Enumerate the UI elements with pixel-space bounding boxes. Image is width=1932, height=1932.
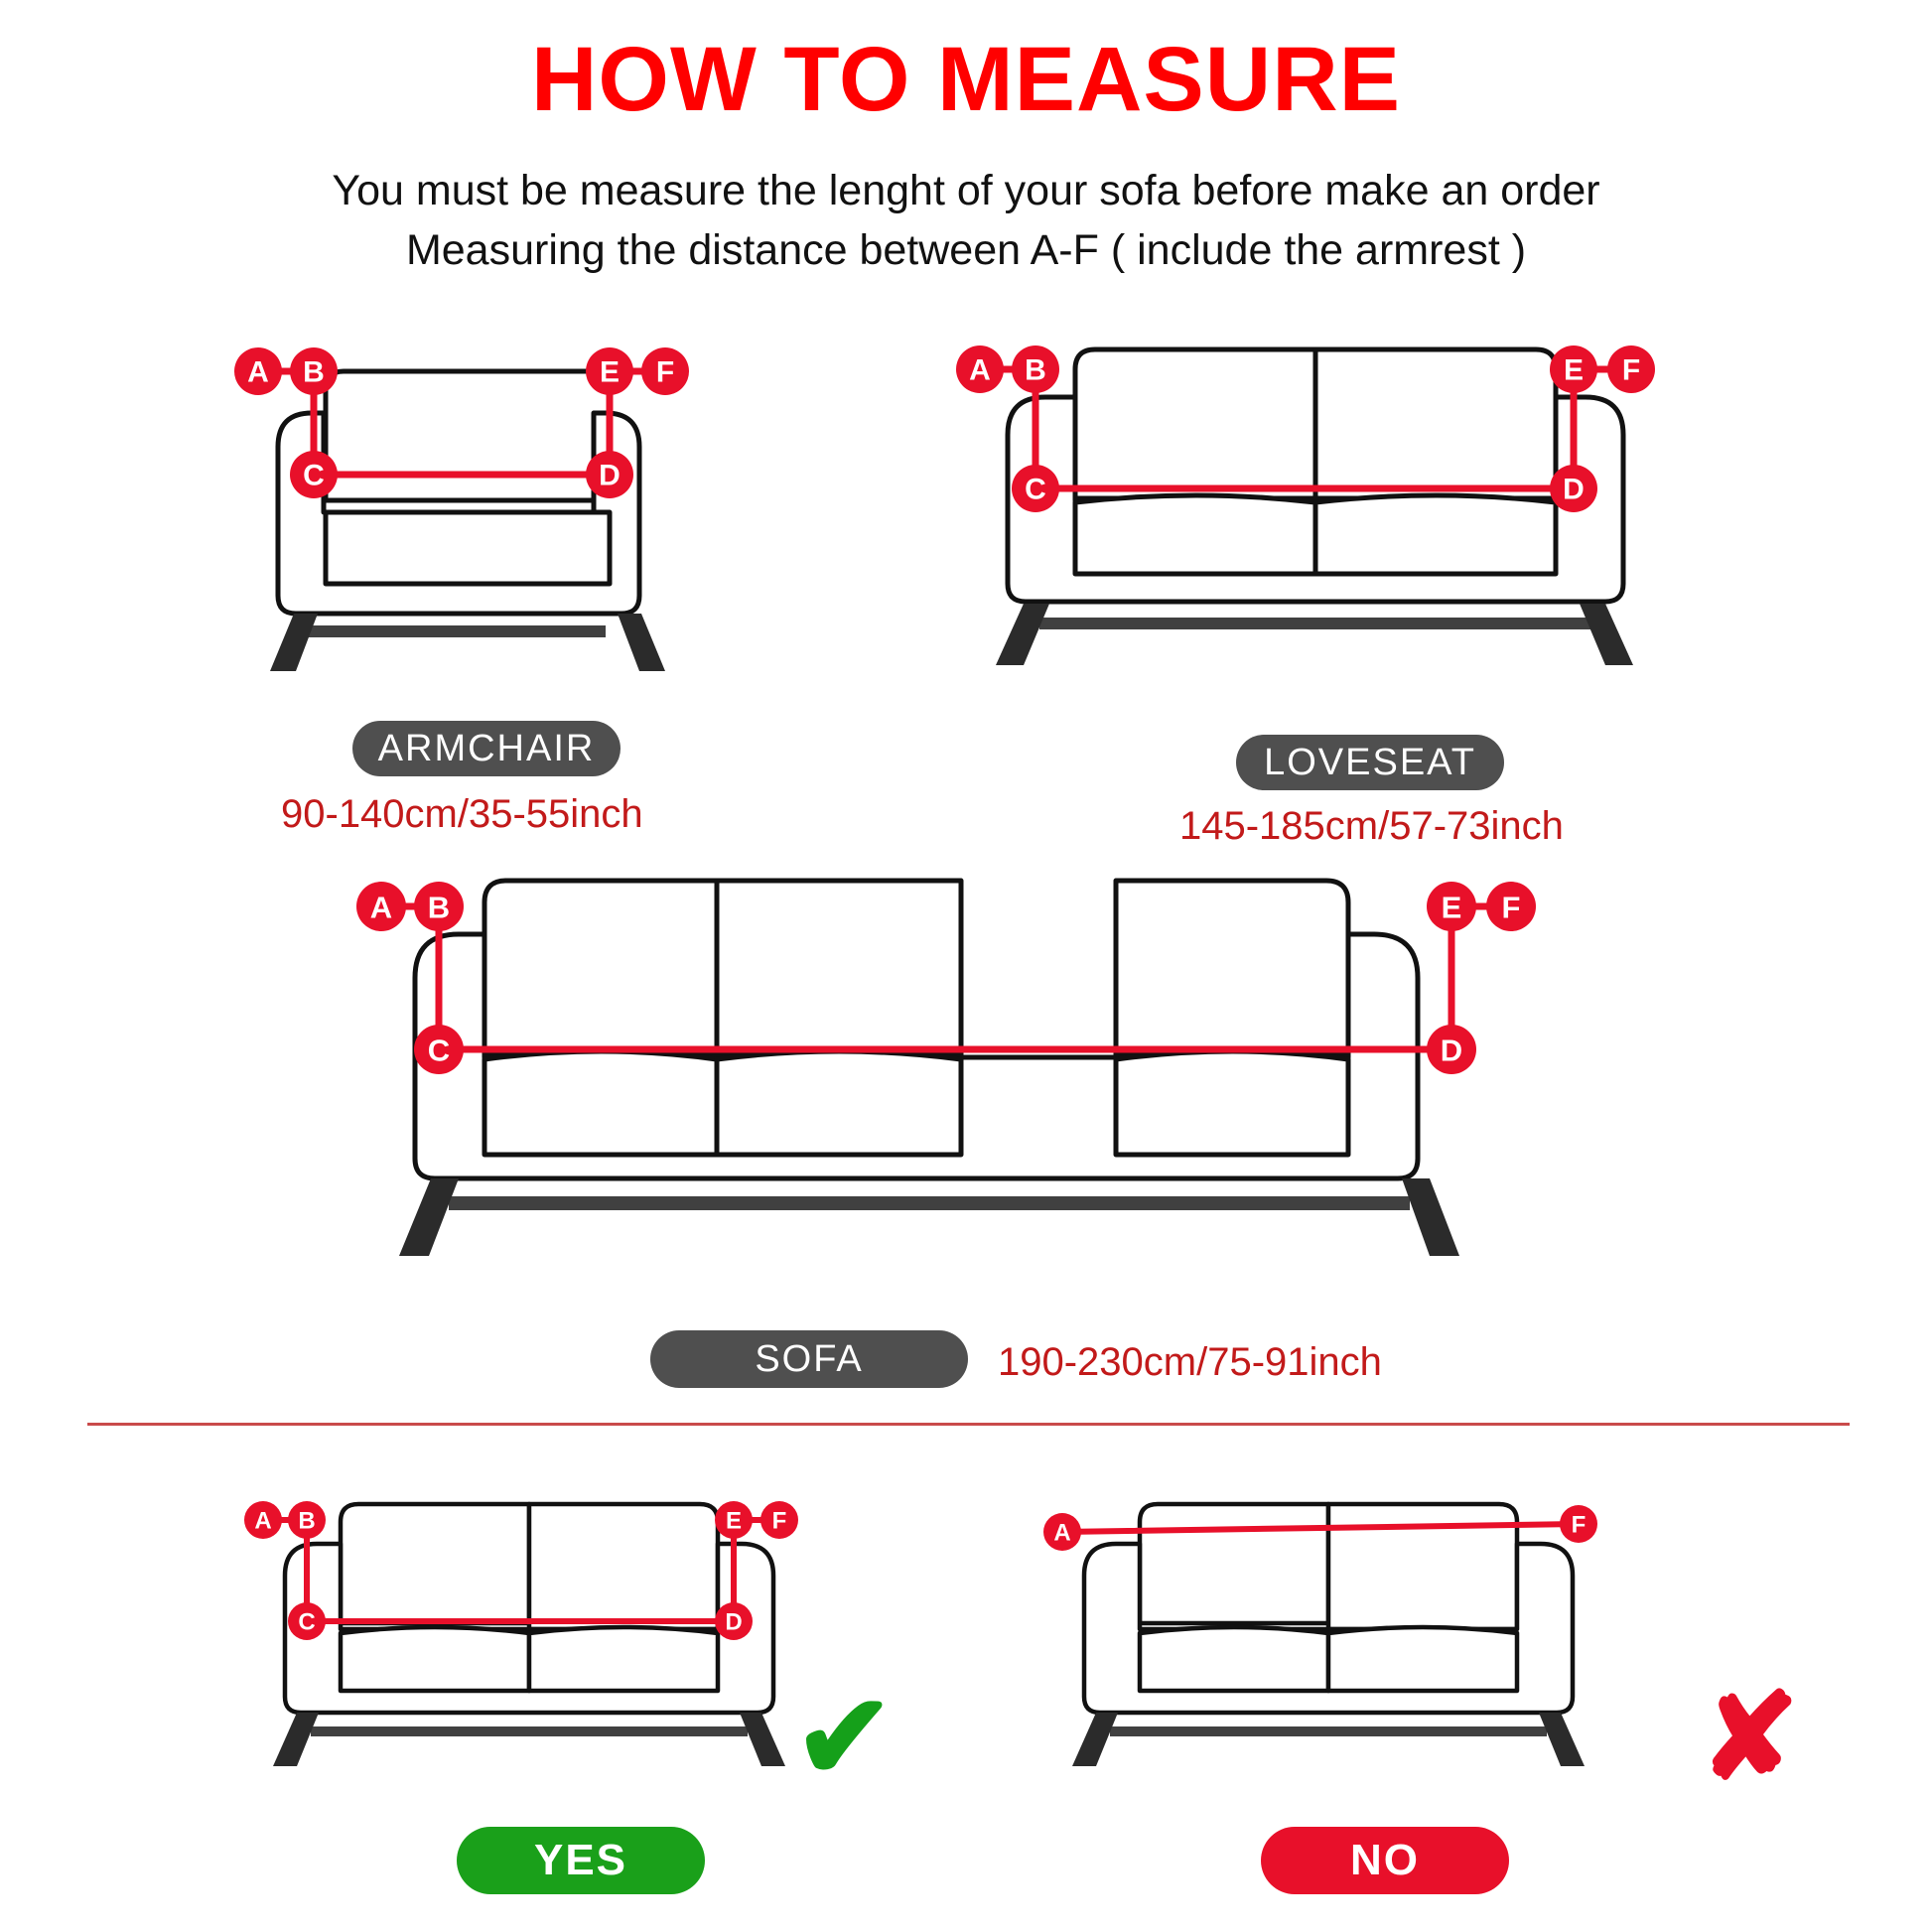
correct-point-d: D	[725, 1608, 743, 1636]
sofa-dimension: 190-230cm/75-91inch	[998, 1340, 1382, 1384]
yes-label-text: YES	[533, 1836, 628, 1884]
section-divider	[87, 1423, 1850, 1426]
loveseat-label-text: LOVESEAT	[1264, 741, 1476, 783]
page-title: HOW TO MEASURE	[530, 29, 1402, 130]
loveseat-point-e: E	[1563, 353, 1585, 387]
sofa-measure-overlay	[367, 859, 1588, 1315]
sofa-point-b: B	[427, 890, 451, 925]
sofa-point-a: A	[369, 890, 393, 925]
armchair-label-text: ARMCHAIR	[377, 727, 596, 769]
sofa-point-d: D	[1440, 1033, 1463, 1068]
loveseat-point-a: A	[969, 353, 991, 387]
armchair-point-d: D	[599, 459, 621, 492]
loveseat-point-d: D	[1563, 473, 1585, 506]
correct-point-a: A	[254, 1507, 272, 1535]
sofa-point-e: E	[1441, 890, 1462, 925]
armchair-label	[352, 721, 621, 776]
loveseat-dimension: 145-185cm/57-73inch	[1179, 804, 1564, 848]
sofa-point-c: C	[427, 1033, 451, 1068]
sofa-label-text: SOFA	[755, 1337, 864, 1380]
incorrect-point-a: A	[1053, 1519, 1071, 1547]
armchair-measure-overlay	[248, 328, 764, 685]
no-label-text: NO	[1350, 1836, 1420, 1884]
sofa-point-f: F	[1501, 890, 1521, 925]
armchair-point-c: C	[303, 459, 325, 492]
yes-label	[457, 1827, 705, 1894]
no-label	[1261, 1827, 1509, 1894]
loveseat-point-f: F	[1621, 353, 1641, 387]
loveseat-measure-overlay	[968, 328, 1752, 685]
armchair-dimension: 90-140cm/35-55inch	[281, 792, 643, 836]
instruction-line-2: Measuring the distance between A-F ( include the armrest )	[405, 226, 1527, 274]
cross-mark-icon: ✘	[1700, 1671, 1800, 1804]
sofa-diagram	[367, 859, 1588, 1315]
check-mark-icon: ✔	[794, 1671, 895, 1804]
sofa-label	[650, 1330, 968, 1388]
correct-point-c: C	[298, 1608, 316, 1636]
loveseat-point-b: B	[1025, 353, 1046, 387]
incorrect-example-diagram	[1052, 1484, 1688, 1802]
correct-point-f: F	[771, 1507, 787, 1535]
instruction-line-1: You must be measure the lenght of your sofa before make an order	[332, 167, 1600, 214]
correct-point-e: E	[725, 1507, 743, 1535]
correct-point-b: B	[298, 1507, 316, 1535]
incorrect-point-f: F	[1571, 1511, 1587, 1539]
armchair-point-e: E	[599, 355, 621, 389]
armchair-point-b: B	[303, 355, 325, 389]
incorrect-measure-overlay	[1052, 1484, 1688, 1802]
loveseat-label	[1236, 735, 1504, 790]
armchair-point-f: F	[655, 355, 675, 389]
armchair-point-a: A	[247, 355, 269, 389]
correct-example-diagram	[253, 1484, 889, 1802]
loveseat-diagram	[968, 328, 1752, 685]
correct-measure-overlay	[253, 1484, 889, 1802]
armchair-diagram	[248, 328, 764, 685]
loveseat-point-c: C	[1025, 473, 1046, 506]
